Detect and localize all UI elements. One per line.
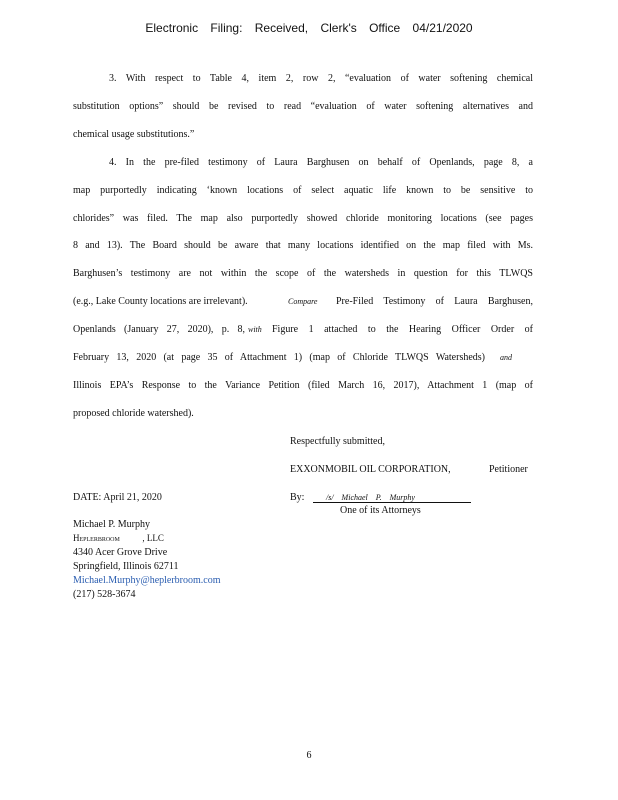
para4-line-9: Illinois EPA’s Response to the Variance Petition (filed March 16, 2017), Attachment 1 (map of — [73, 380, 533, 391]
signature-line — [313, 502, 471, 503]
para4-line-8: February 13, 2020 (at page 35 of Attachment 1) (map of Chloride TLWQS Watersheds) — [73, 352, 485, 363]
page-number: 6 — [306, 750, 312, 761]
para4-line-7b: Figure 1 attached to the Hearing Officer Order of — [272, 324, 533, 335]
respectfully-submitted: Respectfully submitted, — [290, 436, 385, 447]
compare-signal: Compare — [288, 297, 318, 306]
para4-line-6b: Pre-Filed Testimony of Laura Barghusen, — [336, 296, 533, 307]
para3-line-3: chemical usage substitutions.” — [73, 129, 195, 140]
and-signal: and — [500, 353, 512, 362]
signature: /s/ Michael P. Murphy — [326, 493, 415, 502]
street-address: 4340 Acer Grove Drive — [73, 547, 168, 558]
para3-line-2: substitution options” should be revised to read “evaluation of water softening alternatives and — [73, 101, 533, 112]
para4-line-4: 8 and 13). The Board should be aware that many locations identified on the map filed with Ms. — [73, 240, 533, 251]
attorneys-caption: One of its Attorneys — [340, 505, 421, 516]
para4-line-1: 4. In the pre-filed testimony of Laura Barghusen on behalf of Openlands, page 8, a — [109, 157, 533, 168]
company-name: EXXONMOBIL OIL CORPORATION, — [290, 464, 451, 475]
attorney-name: Michael P. Murphy — [73, 519, 150, 530]
by-label: By: — [290, 492, 305, 503]
email-link[interactable]: Michael.Murphy@heplerbroom.com — [73, 575, 221, 586]
para4-line-2: map purportedly indicating ‘known locations of select aquatic life known to be sensitive to — [73, 185, 533, 196]
city-address: Springfield, Illinois 62711 — [73, 561, 179, 572]
para4-line-10: proposed chloride watershed). — [73, 408, 194, 419]
para4-line-6: (e.g., Lake County locations are irrelevant). — [73, 296, 248, 307]
firm-suffix: , LLC — [142, 533, 164, 543]
firm-line — [73, 533, 164, 544]
para4-line-3: chlorides” was filed. The map also purportedly showed chloride monitoring locations (see pages — [73, 213, 533, 224]
para4-line-5: Barghusen’s testimony are not within the scope of the watersheds in question for this TLWQS — [73, 268, 533, 279]
with-signal: with — [248, 325, 262, 334]
para4-line-7: Openlands (January 27, 2020), p. 8, — [73, 324, 245, 335]
filing-header: Electronic Filing: Received, Clerk's Office 04/21/2020 — [145, 21, 473, 35]
petitioner-role: Petitioner — [489, 464, 528, 475]
firm-name: Heplerbroom — [73, 533, 120, 543]
filing-date: DATE: April 21, 2020 — [73, 492, 162, 503]
para3-line-1: 3. With respect to Table 4, item 2, row 2, “evaluation of water softening chemical — [109, 73, 533, 84]
phone-number: (217) 528-3674 — [73, 589, 136, 600]
